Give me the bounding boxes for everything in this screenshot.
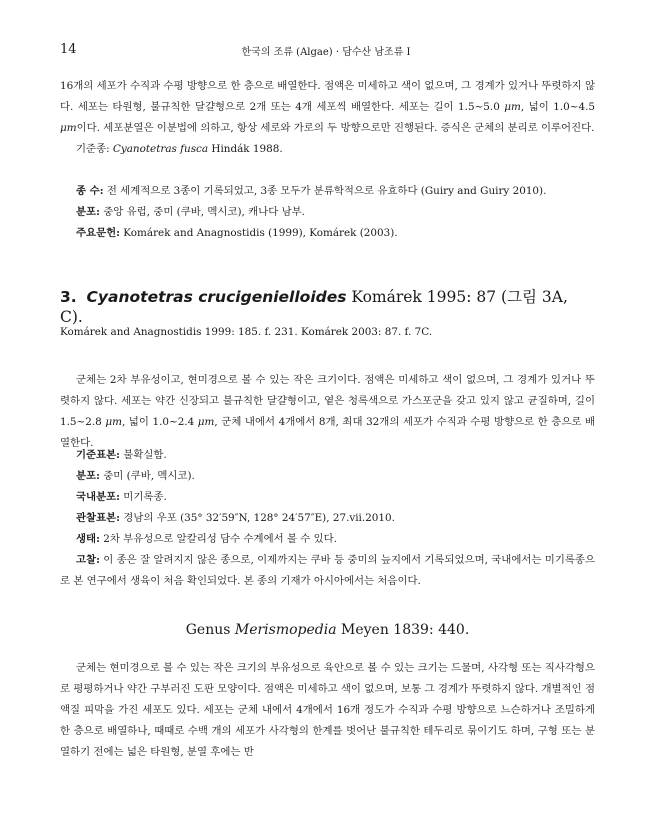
type-specimen: 기준표본: 불확실함. xyxy=(76,449,167,461)
species-distribution: 분포: 중미 (쿠바, 멕시코). xyxy=(76,470,195,482)
species-count: 종 수: 전 세계적으로 3종이 기록되었고, 3종 모두가 분류학적으로 유효하다 (Guiry and Guiry 2010). xyxy=(76,185,547,197)
genus-heading: Genus Merismopedia Meyen 1839: 440. xyxy=(185,622,470,638)
ecology: 생태: 2차 부유성으로 알칼리성 담수 수계에서 볼 수 있다. xyxy=(76,533,338,545)
korean-distribution: 국내분포: 미기록종. xyxy=(76,491,167,503)
type-species: 기준종: Cyanotetras fusca Hindák 1988. xyxy=(76,143,283,155)
species-description xyxy=(60,370,595,454)
running-title: 한국의 조류 (Algae) · 담수산 남조류 I xyxy=(241,47,411,58)
species-details xyxy=(60,445,595,592)
intro-paragraph: 16개의 세포가 수직과 수평 방향으로 한 층으로 배열한다. 점액은 미세하고 색이 없으며, 그 경계가 있거나 뚜렷하지 않다. 세포는 타원형, 불규칙한 달걀형으로 2개 또는 4개 세포씩 배열한다. 세포는 길이 1.5~5.0 μm, 넓이 1.0~4.5 μm이다. 세포분열은 이분법에 의하고, 항상 세로와 가로의 두 방향으로만 진행된다. 증식은 군체의 분리로 이루어진다. xyxy=(60,80,595,134)
species-name: Cyanotetras crucigenielloides xyxy=(86,288,347,306)
page-number: 14 xyxy=(60,42,77,57)
remarks: 고찰: 이 종은 잘 알려지지 않은 종으로, 이제까지는 쿠바 등 중미의 늪지에서 기록되었으며, 국내에서는 미기록종으로 본 연구에서 생육이 처음 확인되었다. 본 종의 기재가 아시아에서는 처음이다. xyxy=(60,554,595,587)
genus-info xyxy=(60,181,595,244)
key-literature: 주요문헌: Komárek and Anagnostidis (1999), Komárek (2003). xyxy=(76,227,398,239)
specimen-examined: 관찰표본: 경남의 우포 (35° 32′59″N, 128° 24′57″E), 27.vii.2010. xyxy=(76,512,395,524)
intro-section xyxy=(60,76,595,160)
distribution: 분포: 중앙 유럽, 중미 (쿠바, 멕시코), 캐나다 남부. xyxy=(76,206,305,218)
species-heading: 3. Cyanotetras crucigenielloides Komárek 1995: 87 (그림 3A, C). xyxy=(60,288,568,326)
species-description-paragraph: 군체는 2차 부유성이고, 현미경으로 볼 수 있는 작은 크기이다. 점액은 미세하고 색이 없으며, 그 경계가 있거나 뚜렷하지 않다. 세포는 약간 신장되고 불규칙한 달걀형이고, 옅은 청록색으로 가스포군을 갖고 있지 않고 균질하며, 길이 1.5~2.8 μm, 넓이 1.0~2.4 μm, 군체 내에서 4개에서 8개, 최대 32개의 세포가 수직과 수평 방향으로 한 층으로 배열한다. xyxy=(60,374,595,449)
species-references: Komárek and Anagnostidis 1999: 185. f. 231. Komárek 2003: 87. f. 7C. xyxy=(60,326,433,338)
genus-description: 군체는 현미경으로 볼 수 있는 작은 크기의 부유성으로 육안으로 볼 수 있는 크기는 드물며, 사각형 또는 직사각형으로 평평하거나 약간 구부러진 도판 모양이다. 점액은 미세하고 색이 없으며, 보통 그 경계가 뚜렷하지 않다. 개별적인 점액질 피막을 가진 세포도 있다. 세포는 군체 내에서 4개에서 16개 정도가 수직과 수평 방향으로 느슨하거나 조밀하게 한 층으로 배열하나, 때때로 수백 개의 세포가 사각형의 한계를 벗어난 불규칙한 테두리로 묶이기도 하며, 구형 또는 분열하기 전에는 넓은 타원형, 분열 후에는 반 xyxy=(60,662,595,758)
genus-name: Merismopedia xyxy=(234,622,337,638)
